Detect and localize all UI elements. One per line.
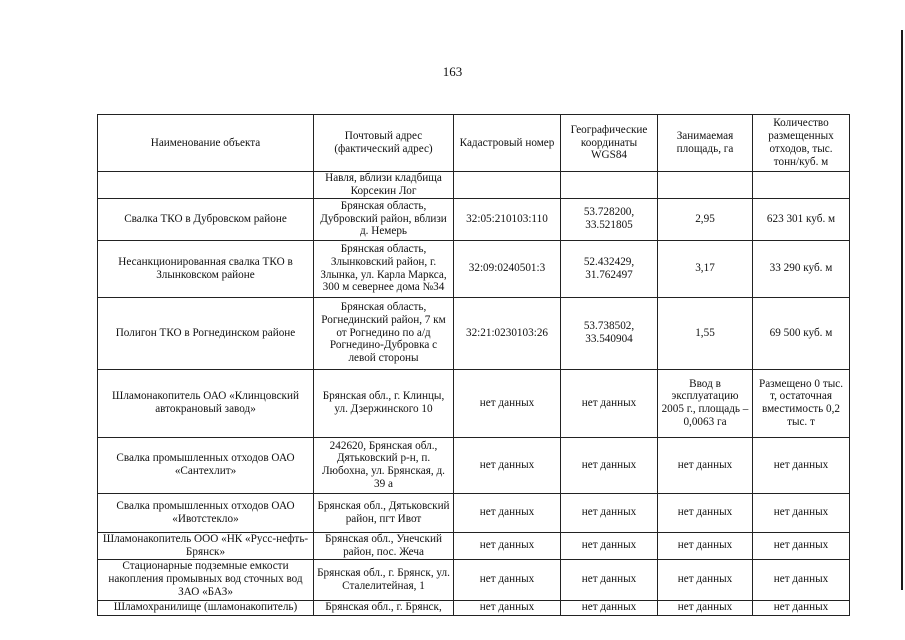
cell-area: 2,95 xyxy=(658,198,753,240)
cell-cadastral-number: нет данных xyxy=(454,493,561,532)
cell-coordinates: нет данных xyxy=(561,600,658,615)
cell-object-name: Полигон ТКО в Рогнединском районе xyxy=(98,297,314,369)
cell-area: нет данных xyxy=(658,532,753,559)
cell-waste-amount: Размещено 0 тыс. т, остаточная вместимость 0,2 тыс. т xyxy=(753,369,850,437)
cell-waste-amount: нет данных xyxy=(753,437,850,493)
cell-area: нет данных xyxy=(658,493,753,532)
cell-postal-address: Брянская обл., г. Брянск, xyxy=(314,600,454,615)
scan-edge-rule xyxy=(901,30,903,590)
cell-coordinates xyxy=(561,172,658,199)
cell-coordinates: 52.432429, 31.762497 xyxy=(561,240,658,297)
cell-area: нет данных xyxy=(658,559,753,600)
cell-object-name: Стационарные подземные емкости накопления промывных вод сточных вод ЗАО «БАЗ» xyxy=(98,559,314,600)
cell-postal-address: Брянская обл., Унечский район, пос. Жеча xyxy=(314,532,454,559)
cell-cadastral-number: 32:21:0230103:26 xyxy=(454,297,561,369)
table-row xyxy=(98,493,850,532)
cell-postal-address: Брянская область, Рогнединский район, 7 км от Рогнедино по а/д Рогнедино-Дубровка с левой стороны xyxy=(314,297,454,369)
table-row xyxy=(98,240,850,297)
cell-postal-address: Брянская обл., г. Брянск, ул. Сталелитейная, 1 xyxy=(314,559,454,600)
waste-sites-table xyxy=(97,114,850,616)
cell-area: 1,55 xyxy=(658,297,753,369)
cell-waste-amount: нет данных xyxy=(753,493,850,532)
cell-postal-address: Брянская область, Дубровский район, вблизи д. Немерь xyxy=(314,198,454,240)
cell-waste-amount: нет данных xyxy=(753,600,850,615)
cell-postal-address: Брянская обл., Дятьковский район, пгт Ивот xyxy=(314,493,454,532)
cell-area: 3,17 xyxy=(658,240,753,297)
cell-object-name: Шламохранилище (шламонакопитель) xyxy=(98,600,314,615)
cell-coordinates: 53.738502, 33.540904 xyxy=(561,297,658,369)
cell-postal-address: Навля, вблизи кладбища Корсекин Лог xyxy=(314,172,454,199)
cell-cadastral-number: нет данных xyxy=(454,532,561,559)
cell-object-name: Свалка ТКО в Дубровском районе xyxy=(98,198,314,240)
cell-area xyxy=(658,172,753,199)
table-row xyxy=(98,172,850,199)
cell-object-name xyxy=(98,172,314,199)
table-row xyxy=(98,297,850,369)
cell-cadastral-number: нет данных xyxy=(454,437,561,493)
cell-postal-address: Брянская область, Злынковский район, г. Злынка, ул. Карла Маркса, 300 м севернее дома №34 xyxy=(314,240,454,297)
cell-waste-amount: 623 301 куб. м xyxy=(753,198,850,240)
header-area: Занимаемая площадь, га xyxy=(658,115,753,172)
table-header-row xyxy=(98,115,850,172)
cell-cadastral-number: 32:05:210103:110 xyxy=(454,198,561,240)
cell-postal-address: Брянская обл., г. Клинцы, ул. Дзержинского 10 xyxy=(314,369,454,437)
cell-coordinates: нет данных xyxy=(561,369,658,437)
cell-object-name: Шламонакопитель ООО «НК «Русс-нефть-Брянск» xyxy=(98,532,314,559)
cell-waste-amount: нет данных xyxy=(753,532,850,559)
header-object-name: Наименование объекта xyxy=(98,115,314,172)
cell-object-name: Шламонакопитель ОАО «Клинцовский автокрановый завод» xyxy=(98,369,314,437)
cell-waste-amount: 33 290 куб. м xyxy=(753,240,850,297)
cell-cadastral-number: нет данных xyxy=(454,559,561,600)
table-row xyxy=(98,600,850,615)
cell-waste-amount: 69 500 куб. м xyxy=(753,297,850,369)
cell-coordinates: нет данных xyxy=(561,532,658,559)
cell-area: Ввод в эксплуатацию 2005 г., площадь – 0,0063 га xyxy=(658,369,753,437)
cell-object-name: Свалка промышленных отходов ОАО «Сантехлит» xyxy=(98,437,314,493)
cell-area: нет данных xyxy=(658,437,753,493)
cell-cadastral-number xyxy=(454,172,561,199)
table-row xyxy=(98,437,850,493)
cell-area: нет данных xyxy=(658,600,753,615)
cell-waste-amount: нет данных xyxy=(753,559,850,600)
cell-cadastral-number: нет данных xyxy=(454,600,561,615)
table-row xyxy=(98,198,850,240)
cell-postal-address: 242620, Брянская обл., Дятьковский р-н, п. Любохна, ул. Брянская, д. 39 а xyxy=(314,437,454,493)
cell-waste-amount xyxy=(753,172,850,199)
table-row xyxy=(98,369,850,437)
page-number: 163 xyxy=(442,64,463,79)
cell-cadastral-number: нет данных xyxy=(454,369,561,437)
cell-coordinates: нет данных xyxy=(561,493,658,532)
header-waste-amount: Количество размещенных отходов, тыс. тонн/куб. м xyxy=(753,115,850,172)
cell-coordinates: нет данных xyxy=(561,437,658,493)
cell-cadastral-number: 32:09:0240501:3 xyxy=(454,240,561,297)
cell-object-name: Свалка промышленных отходов ОАО «Ивотстекло» xyxy=(98,493,314,532)
cell-coordinates: 53.728200, 33.521805 xyxy=(561,198,658,240)
header-coordinates: Географические координаты WGS84 xyxy=(561,115,658,172)
table-row xyxy=(98,532,850,559)
cell-object-name: Несанкционированная свалка ТКО в Злынковском районе xyxy=(98,240,314,297)
header-postal-address: Почтовый адрес (фактический адрес) xyxy=(314,115,454,172)
cell-coordinates: нет данных xyxy=(561,559,658,600)
table-row xyxy=(98,559,850,600)
header-cadastral-number: Кадастровый номер xyxy=(454,115,561,172)
